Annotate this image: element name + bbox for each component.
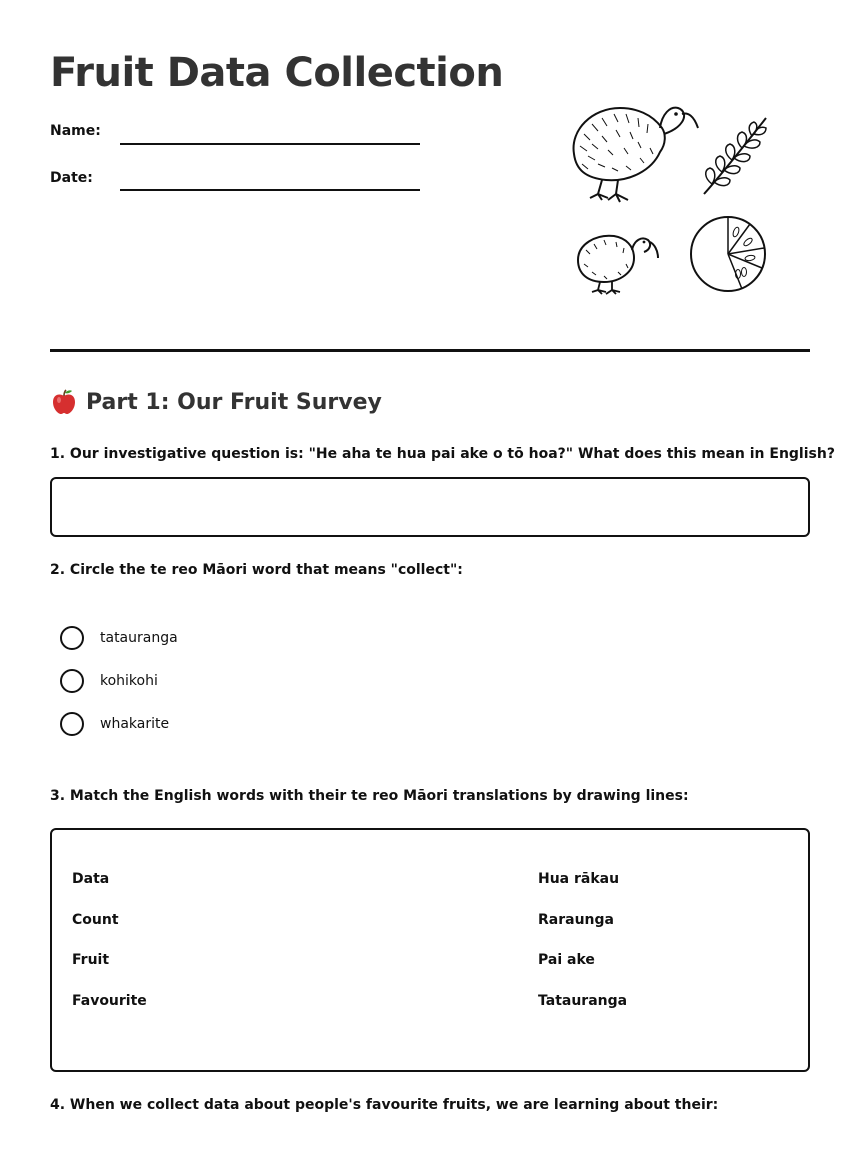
kiwi-bird-icon — [562, 94, 700, 204]
option-circle[interactable] — [60, 669, 84, 693]
page-title: Fruit Data Collection — [50, 50, 504, 96]
matching-box[interactable] — [50, 828, 810, 1072]
question-3: 3. Match the English words with their te reo Māori translations by drawing lines: — [50, 788, 689, 804]
option-circle[interactable] — [60, 712, 84, 736]
question-1-answer-box[interactable] — [50, 477, 810, 537]
question-1: 1. Our investigative question is: "He aha te hua pai ake o tō hoa?" What does this mean in English? — [50, 446, 835, 462]
option-circle[interactable] — [60, 626, 84, 650]
fruit-pie-chart-icon — [688, 214, 768, 294]
english-word-data: Data — [72, 871, 110, 887]
option-label: whakarite — [100, 716, 170, 732]
maori-word-raraunga: Raraunga — [538, 912, 614, 928]
option-tatauranga[interactable] — [60, 626, 178, 650]
english-word-count: Count — [72, 912, 119, 928]
option-kohikohi[interactable] — [60, 669, 158, 693]
name-line[interactable] — [120, 143, 420, 145]
date-line[interactable] — [120, 189, 420, 191]
header-divider — [50, 349, 810, 352]
english-word-fruit: Fruit — [72, 952, 110, 968]
maori-word-tatauranga: Tatauranga — [538, 993, 628, 1009]
fern-leaf-icon — [700, 112, 772, 198]
small-kiwi-icon — [574, 230, 660, 296]
english-word-favourite: Favourite — [72, 993, 147, 1009]
question-4: 4. When we collect data about people's favourite fruits, we are learning about their: — [50, 1097, 719, 1113]
maori-word-pai-ake: Pai ake — [538, 952, 595, 968]
part1-title-text: Part 1: Our Fruit Survey — [86, 389, 382, 415]
option-whakarite[interactable] — [60, 712, 169, 736]
apple-icon — [50, 388, 78, 416]
option-label: tatauranga — [100, 630, 178, 646]
option-label: kohikohi — [100, 673, 158, 689]
date-label: Date: — [50, 170, 93, 186]
question-2: 2. Circle the te reo Māori word that means "collect": — [50, 562, 463, 578]
part1-title — [50, 388, 382, 416]
maori-word-hua-rakau: Hua rākau — [538, 871, 620, 887]
name-label: Name: — [50, 123, 101, 139]
